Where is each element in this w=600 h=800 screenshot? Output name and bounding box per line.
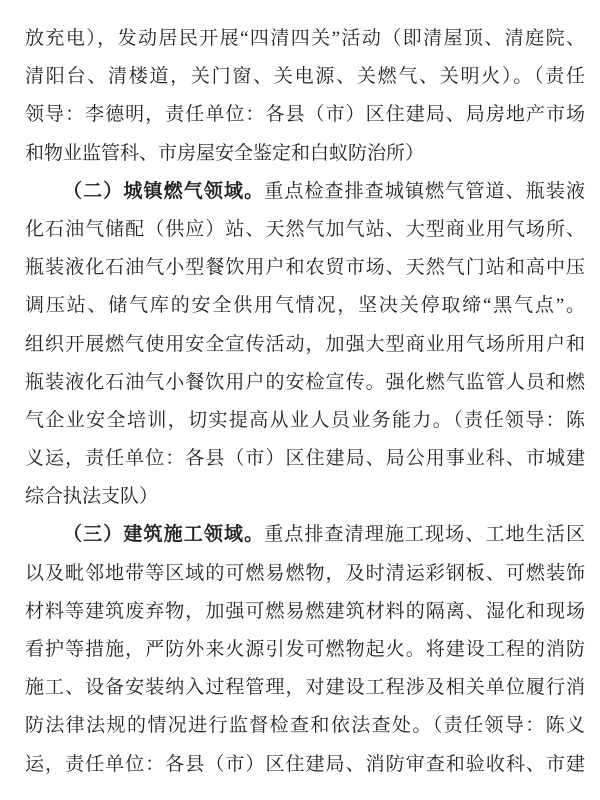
text-line: 看护等措施，严防外来火源引发可燃物起火。将建设工程的消防: [25, 639, 585, 660]
text-line: 调压站、储气库的安全供用气情况，坚决关停取缔“黑气点”。: [25, 295, 585, 317]
text-line: 以及毗邻地带等区域的可燃易燃物，及时清运彩钢板、可燃装饰: [25, 562, 585, 584]
text-line: 放充电），发动居民开展“四清四关”活动（即清屋顶、清庭院、: [25, 28, 585, 49]
text-line: 和物业监管科、市房屋安全鉴定和白蚁防治所）: [25, 142, 425, 164]
paragraph-gas-sector: [25, 173, 585, 517]
section-heading-gas: （二）城镇燃气领域。: [63, 180, 265, 202]
text-line: 瓶装液化石油气小餐饮用户的安检宣传。强化燃气监管人员和燃: [25, 371, 585, 393]
section-lead-text: 重点排查清理施工现场、工地生活区: [264, 524, 585, 546]
text-line: 气企业安全培训，切实提高从业人员业务能力。（责任领导：陈: [25, 409, 585, 431]
text-line: 组织开展燃气使用安全宣传活动，加强大型商业用气场所用户和: [25, 333, 585, 355]
text-line: [25, 173, 585, 211]
text-line: 综合执法支队）: [25, 486, 159, 508]
text-line: 清阳台、清楼道，关门窗、关电源、关燃气、关明火）。（责任: [25, 66, 585, 88]
section-lead-text: 重点检查排查城镇燃气管道、瓶装液: [264, 180, 585, 202]
text-line: 化石油气储配（供应）站、天然气加气站、大型商业用气场所、: [25, 218, 585, 240]
section-heading-construction: （三）建筑施工领域。: [63, 524, 265, 546]
text-line: 材料等建筑废弃物，加强可燃易燃建筑材料的隔离、湿化和现场: [25, 600, 585, 622]
text-line: 防法律法规的情况进行监督检查和依法查处。（责任领导：陈义: [25, 715, 585, 737]
text-line: 运，责任单位：各县（市）区住建局、消防审查和验收科、市建: [25, 753, 585, 775]
text-line: [25, 516, 585, 554]
text-line: 义运，责任单位：各县（市）区住建局、局公用事业科、市城建: [25, 448, 585, 470]
paragraph-construction-sector: [25, 516, 585, 783]
text-line: 施工、设备安装纳入过程管理，对建设工程涉及相关单位履行消: [25, 677, 585, 699]
text-line: 瓶装液化石油气小型餐饮用户和农贸市场、天然气门站和高中压: [25, 257, 585, 279]
text-line: 领导：李德明，责任单位：各县（市）区住建局、局房地产市场: [25, 104, 585, 126]
paragraph-continuation: [25, 20, 585, 173]
